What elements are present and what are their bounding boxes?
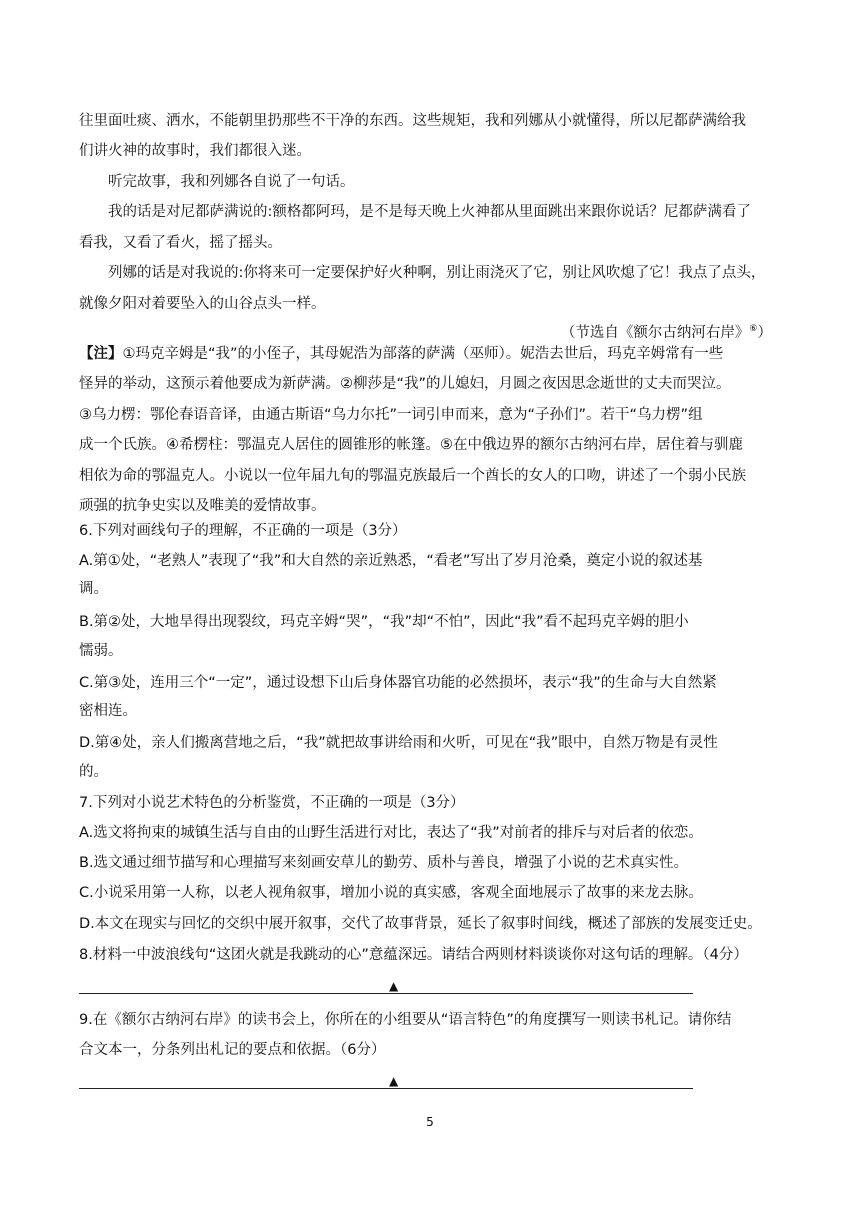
passage-line: 列娜的话是对我说的:你将来可一定要保护好火种啊，别让雨浇灭了它，别让风吹熄了它！我点了点头， (108, 265, 766, 281)
q8-stem: 8.材料一中波浪线句“这团火就是我跳动的心”意蕴深远。请结合两则材料谈谈你对这句话的理解。（4分） (79, 947, 748, 963)
q6-option-d-cont: 的。 (79, 764, 108, 780)
q6-option-c-cont: 密相连。 (79, 703, 137, 719)
note-text: ①玛克辛姆是“我”的小侄子，其母妮浩为部落的萨满（巫师）。妮浩去世后，玛克辛姆常有一些 (122, 346, 724, 362)
passage-line: 我的话是对尼都萨满说的:额格都阿玛，是不是每天晚上火神都从里面跳出来跟你说话？尼都萨满看了 (108, 204, 751, 220)
q6-option-c: C.第③处，连用三个“一定”，通过设想下山后身体器官功能的必然损坏，表示“我”的生命与大自然紧 (79, 675, 717, 691)
q9-stem-cont: 合文本一，分条列出札记的要点和依据。（6分） (79, 1042, 386, 1058)
q9-answer-triangle-icon: ▲ (389, 1074, 399, 1088)
passage-line: 就像夕阳对着要坠入的山谷点头一样。 (79, 296, 326, 312)
q6-stem: 6.下列对画线句子的理解，不正确的一项是（3分） (79, 523, 407, 539)
source-text: （节选自《额尔古纳河右岸》 (560, 324, 750, 341)
q7-option-a: A.选文将拘束的城镇生活与自由的山野生活进行对比，表达了“我”对前者的排斥与对后者的依恋。 (79, 825, 703, 841)
source-footnote-mark: ⑥ (749, 324, 758, 334)
q7-option-b: B.选文通过细节描写和心理描写来刻画安草儿的勤劳、质朴与善良，增强了小说的艺术真实性。 (79, 855, 689, 871)
note-line: 成一个氏族。④希楞柱：鄂温克人居住的圆锥形的帐篷。⑤在中俄边界的额尔古纳河右岸，居住着与驯鹿 (79, 437, 743, 453)
note-line: 相依为命的鄂温克人。小说以一位年届九旬的鄂温克族最后一个酋长的女人的口吻，讲述了一个弱小民族 (79, 468, 746, 484)
note-label: 【注】 (79, 346, 123, 362)
note-line (79, 344, 723, 364)
q6-option-a: A.第①处，“老熟人”表现了“我”和大自然的亲近熟悉，“看老”写出了岁月沧桑，奠定小说的叙述基 (79, 553, 703, 569)
q8-answer-triangle-icon: ▲ (389, 979, 399, 993)
q6-option-b: B.第②处，大地旱得出现裂纹，玛克辛姆“哭”，“我”却“不怕”，因此“我”看不起玛克辛姆的胆小 (79, 614, 689, 630)
q9-stem: 9.在《额尔古纳河右岸》的读书会上，你所在的小组要从“语言特色”的角度撰写一则读书札记。请你结 (79, 1012, 732, 1028)
source-citation (561, 319, 772, 343)
note-line: 怪异的举动，这预示着他要成为新萨满。②柳莎是“我”的儿媳妇，月圆之夜因思念逝世的丈夫而哭泣。 (79, 376, 731, 392)
passage-line: 听完故事，我和列娜各自说了一句话。 (108, 174, 355, 190)
q6-option-d: D.第④处，亲人们搬离营地之后，“我”就把故事讲给雨和火听，可见在“我”眼中，自然万物是有灵性 (79, 735, 718, 751)
passage-line: 们讲火神的故事时，我们都很入迷。 (79, 143, 311, 159)
page-number: 5 (426, 1115, 434, 1129)
q7-option-d: D.本文在现实与回忆的交织中展开叙事，交代了故事背景，延长了叙事时间线，概述了部族的发展变迁史。 (79, 916, 762, 932)
q9-answer-line[interactable] (79, 1088, 693, 1089)
passage-line: 看我，又看了看火，摇了摇头。 (79, 235, 282, 251)
q7-option-c: C.小说采用第一人称，以老人视角叙事，增加小说的真实感，客观全面地展示了故事的来龙去脉。 (79, 885, 703, 901)
q6-option-b-cont: 懦弱。 (79, 643, 123, 659)
q8-answer-line[interactable] (79, 993, 693, 994)
note-line: ③乌力楞：鄂伦春语音译，由通古斯语“乌力尔托”一词引申而来，意为“子孙们”。若干“乌力楞”组 (79, 407, 703, 423)
q7-stem: 7.下列对小说艺术特色的分析鉴赏，不正确的一项是（3分） (79, 795, 465, 811)
source-close: ） (757, 324, 772, 341)
q6-option-a-cont: 调。 (79, 581, 108, 597)
note-line: 顽强的抗争史实以及唯美的爱情故事。 (79, 498, 326, 514)
passage-line: 往里面吐痰、洒水，不能朝里扔那些不干净的东西。这些规矩，我和列娜从小就懂得，所以尼都萨满给我 (79, 113, 746, 129)
